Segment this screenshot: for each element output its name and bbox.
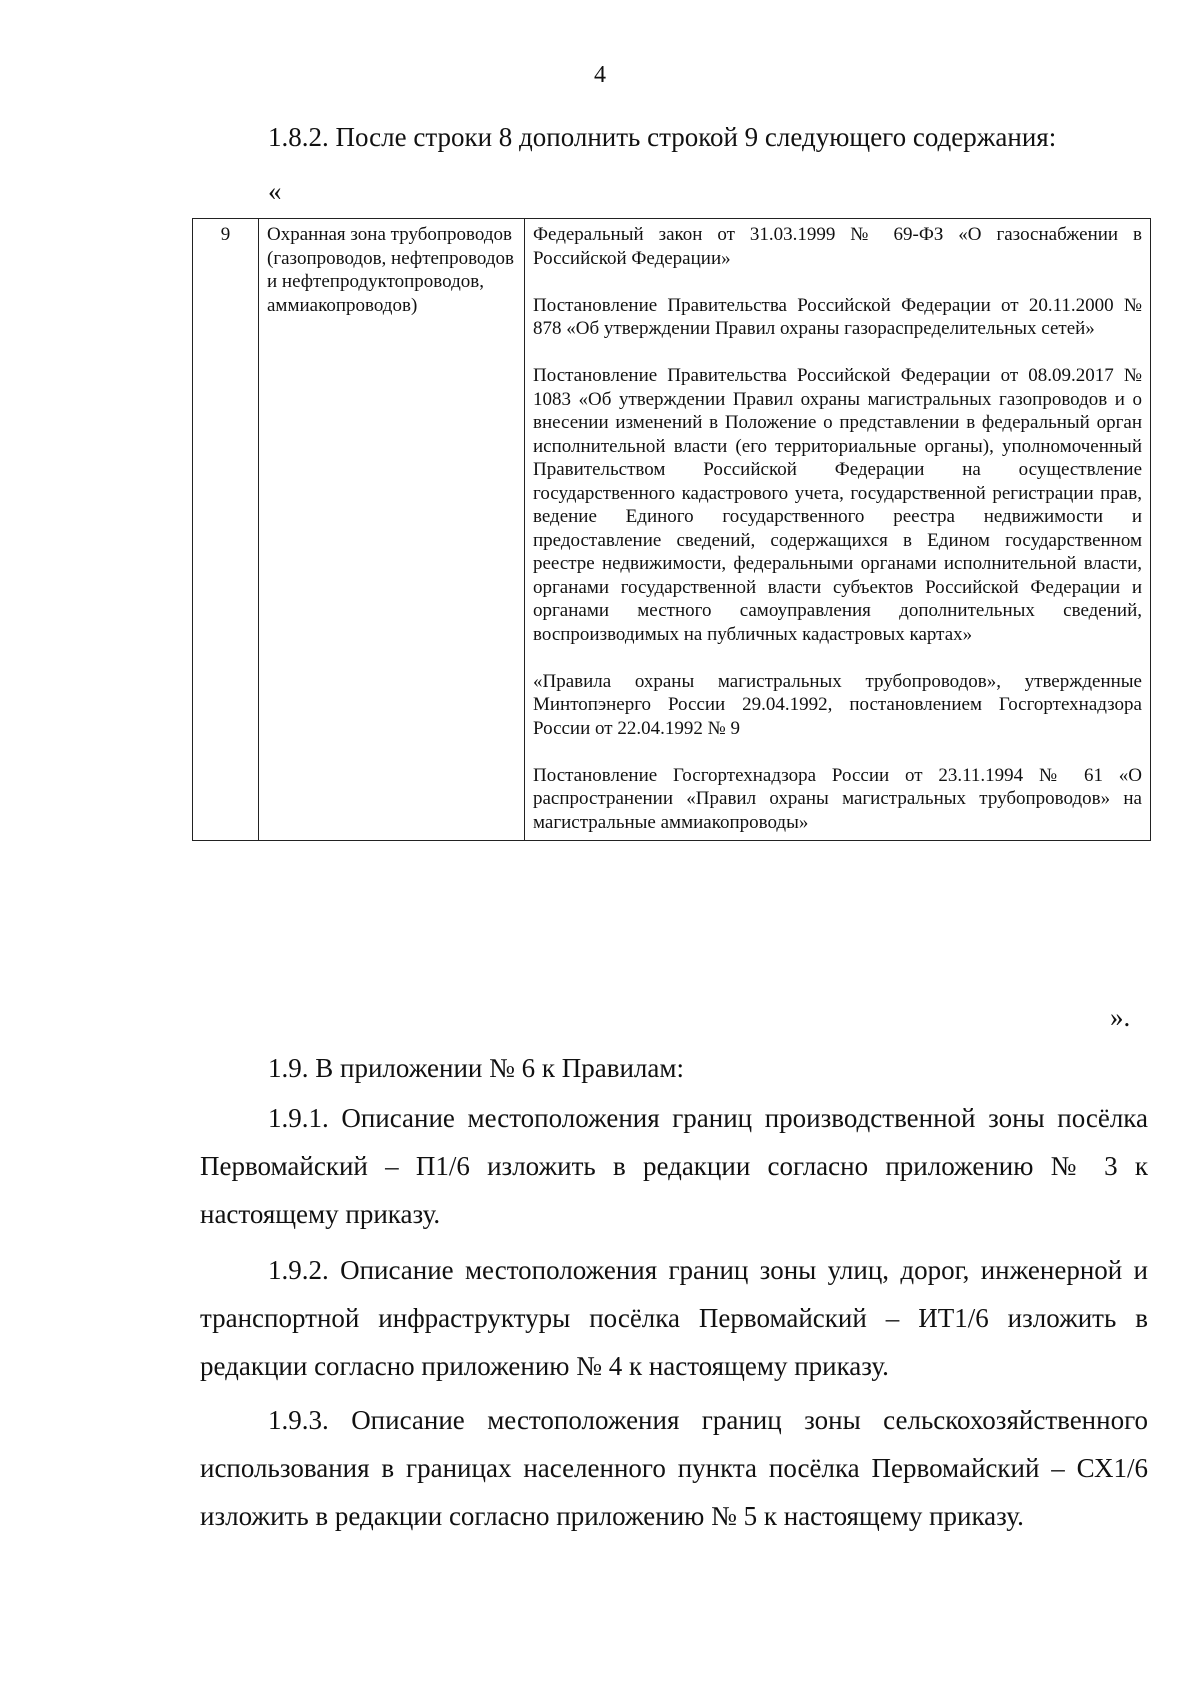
section-1-9: 1.9. В приложении № 6 к Правилам: — [268, 1053, 684, 1083]
section-1-9-1: 1.9.1. Описание местоположения границ производственной зоны посёлка Первомайский – П1/6 изложить в редакции согласно приложению № 3 к настоящему приказу. — [200, 1103, 1148, 1229]
amendment-table — [192, 218, 1151, 841]
legal-basis-item: Постановление Госгортехнадзора России от 23.11.1994 № 61 «О распространении «Правил охраны магистральных трубопроводов» на магистральные аммиакопроводы» — [533, 764, 1142, 833]
legal-basis-item: «Правила охраны магистральных трубопроводов», утвержденные Минтопэнерго России 29.04.1992, постановлением Госгортехнадзора России от 22.04.1992 № 9 — [533, 670, 1142, 739]
section-1-9-3: 1.9.3. Описание местоположения границ зоны сельскохозяйственного использования в границах населенного пункта посёлка Первомайский – СХ1/6 изложить в редакции согласно приложению № 5 к настоящему приказу. — [200, 1405, 1148, 1531]
opening-quote-mark: « — [268, 176, 282, 206]
legal-basis-item: Постановление Правительства Российской Федерации от 08.09.2017 № 1083 «Об утверждении Правил охраны магистральных газопроводов и о внесении изменений в Положение о представлении в федеральный орган исполнительной власти (его территориальные органы), уполномоченный Правительством Российской Федерации на осуществление государственного кадастрового учета, государственной регистрации прав, ведение Единого государственного реестра недвижимости и предоставление сведений, содержащихся в Едином государственном реестре недвижимости, федеральными органами исполнительной власти, органами государственной власти субъектов Российской Федерации и органами местного самоуправления дополнительных сведений, воспроизводимых на публичных кадастровых картах» — [533, 365, 1142, 645]
legal-basis-item: Федеральный закон от 31.03.1999 № 69-ФЗ «О газоснабжении в Российской Федерации» — [533, 224, 1142, 269]
amendment-intro: 1.8.2. После строки 8 дополнить строкой 9 следующего содержания: — [268, 122, 1057, 152]
legal-basis-cell — [525, 219, 1151, 841]
legal-basis-item: Постановление Правительства Российской Федерации от 20.11.2000 № 878 «Об утверждении Правил охраны газораспределительных сетей» — [533, 294, 1142, 339]
section-1-9-2: 1.9.2. Описание местоположения границ зоны улиц, дорог, инженерной и транспортной инфраструктуры посёлка Первомайский – ИТ1/6 изложить в редакции согласно приложению № 4 к настоящему приказу. — [200, 1255, 1148, 1381]
zone-name-cell: Охранная зона трубопроводов (газопроводов, нефтепроводов и нефтепродуктопроводов, аммиакопроводов) — [259, 219, 525, 841]
row-number-cell: 9 — [193, 219, 259, 841]
page-number: 4 — [594, 62, 606, 88]
closing-quote-mark: ». — [1110, 1002, 1131, 1032]
table-row — [193, 219, 1151, 841]
